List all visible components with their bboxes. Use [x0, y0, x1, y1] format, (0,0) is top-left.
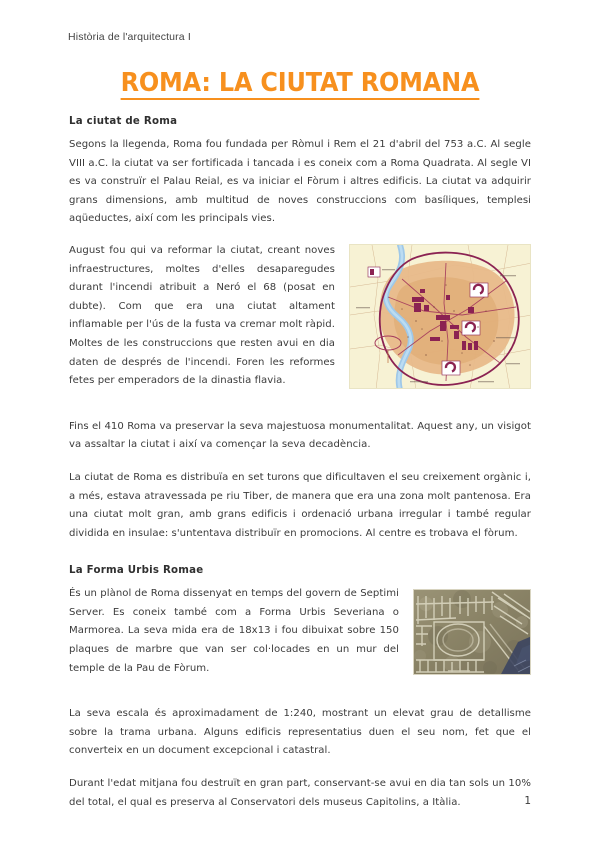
- paragraph-forma-urbis-preservation: Durant l'edat mitjana fou destruït en gran part, conservant-se avui en dia tan sols un 10% del total, el qual es preserva al Conservatori dels museus Capitolins, a Itàlia.: [69, 778, 531, 808]
- document-body: [69, 116, 531, 812]
- paragraph-410-sack: Fins el 410 Roma va preservar la seva majestuosa monumentalitat. Aquest any, un visigot va assaltar la ciutat i així va començar la seva decadència.: [69, 420, 531, 451]
- running-header: Història de l'arquitectura I: [68, 31, 191, 43]
- page-title: ROMA: LA CIUTAT ROMANA: [121, 70, 480, 100]
- map-of-rome-image: [350, 245, 531, 389]
- paragraph-forma-urbis-scale: La seva escala és aproximadament de 1:240, mostrant un elevat grau de detallisme sobre la trama urbana. Alguns edificis representatius duen el seu nom, fet que el converteix en un document excepcional i catastral.: [69, 708, 531, 757]
- paragraph-forma-urbis-description: És un plànol de Roma dissenyat en temps del govern de Septimi Server. Es coneix també com a Forma Urbis Severiana o Marmorea. La seva mida era de 18x13 i fou dibuixat sobre 150 plaques de marbre que van ser col·locades en un mur del temple de la Pau de Fòrum.: [69, 588, 399, 674]
- section-heading-ciutat-de-roma: La ciutat de Roma: [69, 116, 178, 127]
- section-heading-forma-urbis-romae: La Forma Urbis Romae: [69, 565, 204, 577]
- paragraph-foundation: Segons la llegenda, Roma fou fundada per Ròmul i Rem el 21 d'abril del 753 a.C. Al segle VIII a.C. la ciutat va ser fortificada i tancada i es coneix com a Roma Quadrata. Al segle VI es va construïr el Palau Reial, es va iniciar el Fòrum i altres edificis. La ciutat va adquirir grans dimensions, amb multitud de noves construccions com basíliques, templesi aqüeductes, així com les principals vies.: [69, 139, 531, 225]
- paragraph-august-reforms: August fou qui va reformar la ciutat, creant noves infraestructures, moltes d'elles desaparegudes durant l'incendi atribuit a Neró el 68 (posat en dubte). Com que era una ciutat altament inflamable per l'ús de la fusta va cremar molt ràpid. Moltes de les construccions que resten avui en dia daten de després de l'incendi. Foren les reformes fetes per emperadors de la dinastia flavia.: [69, 244, 335, 387]
- forma-urbis-image: [414, 590, 531, 675]
- figure-map-of-rome: [349, 244, 531, 389]
- page-number: 1: [524, 795, 531, 807]
- paragraph-seven-hills: La ciutat de Roma es distribuïa en set turons que dificultaven el seu creixement orgànic i, a més, estava atravessada pe riu Tiber, de manera que era una zona molt pantenosa. Era una ciutat molt gran, amb grans edificis i ordenació urbana irregular i també regular dividida en insulae: s'untentava distribuïr en promocions. Al centre es trobava el fòrum.: [69, 471, 531, 539]
- document-title-container: [0, 70, 600, 100]
- figure-forma-urbis: [413, 589, 531, 675]
